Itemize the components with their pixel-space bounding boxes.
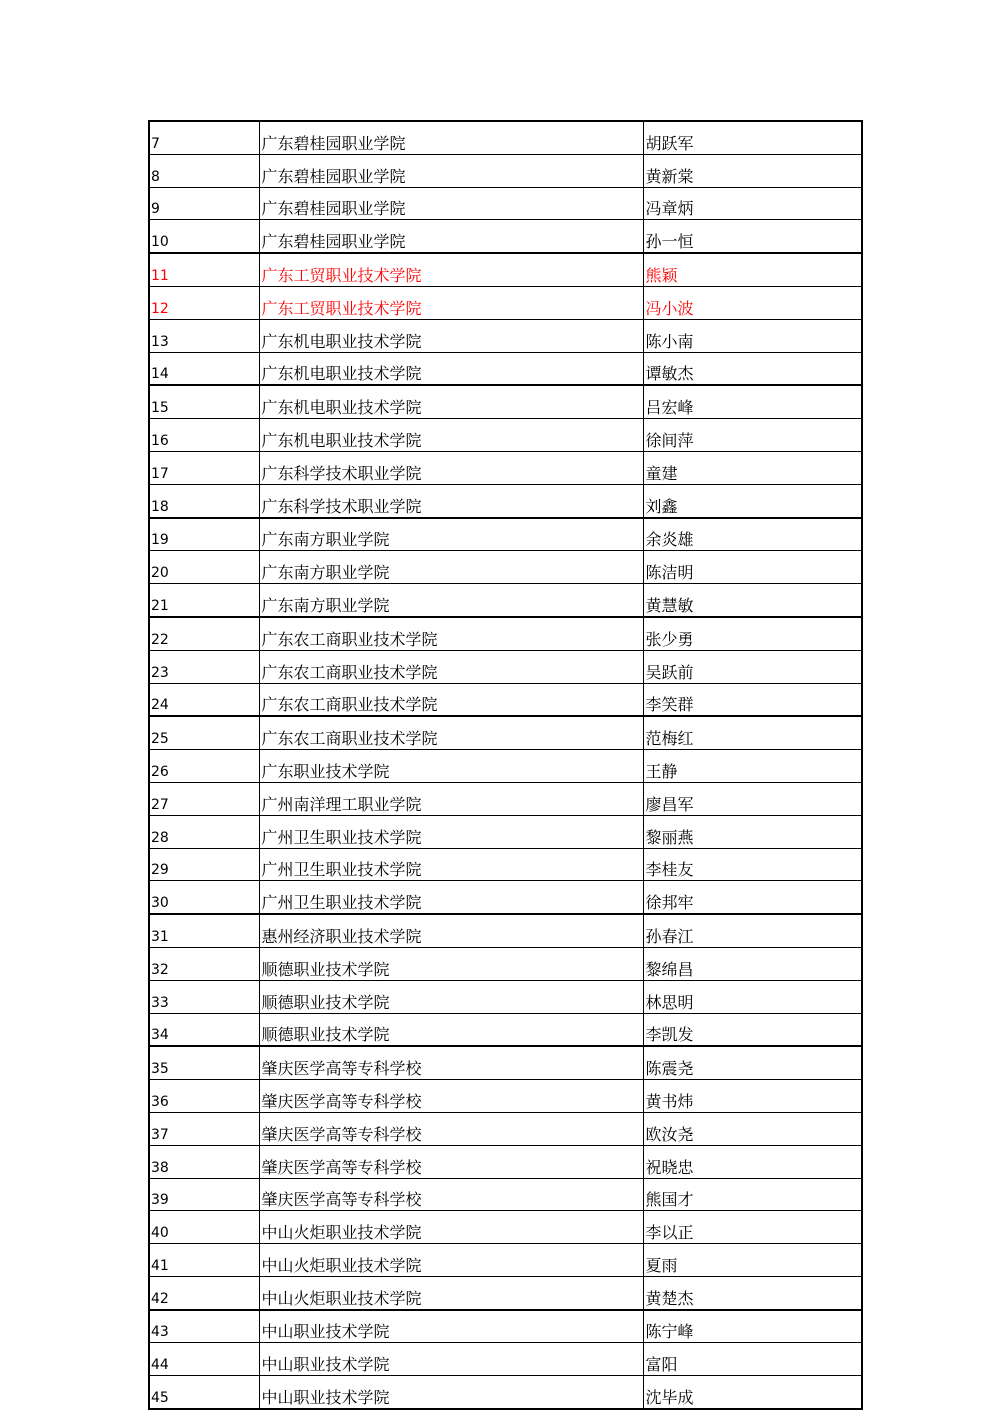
school-name-cell: 广东工贸职业技术学院 <box>259 253 643 286</box>
table-row <box>149 584 862 617</box>
row-number-cell: 9 <box>149 187 259 220</box>
school-name-cell: 肇庆医学高等专科学校 <box>259 1145 643 1178</box>
table-row <box>149 848 862 881</box>
school-name-cell: 广东碧桂园职业学院 <box>259 154 643 187</box>
row-number-cell: 20 <box>149 551 259 584</box>
row-number-cell: 23 <box>149 650 259 683</box>
row-number-cell: 27 <box>149 782 259 815</box>
person-name-cell: 孙春江 <box>643 914 862 947</box>
table-row <box>149 286 862 319</box>
table-row <box>149 782 862 815</box>
row-number-cell: 7 <box>149 121 259 154</box>
table-row <box>149 1276 862 1309</box>
table-row <box>149 319 862 352</box>
table-row <box>149 154 862 187</box>
school-name-cell: 广州卫生职业技术学院 <box>259 848 643 881</box>
table-row <box>149 484 862 517</box>
person-name-cell: 孙一恒 <box>643 220 862 253</box>
school-name-cell: 广东农工商职业技术学院 <box>259 683 643 716</box>
person-name-cell: 黄楚杰 <box>643 1276 862 1309</box>
person-name-cell: 黄慧敏 <box>643 584 862 617</box>
person-name-cell: 张少勇 <box>643 617 862 650</box>
row-number-cell: 29 <box>149 848 259 881</box>
row-number-cell: 22 <box>149 617 259 650</box>
row-number-cell: 21 <box>149 584 259 617</box>
school-name-cell: 广东农工商职业技术学院 <box>259 716 643 749</box>
table-row <box>149 947 862 980</box>
person-name-cell: 陈震尧 <box>643 1046 862 1079</box>
school-name-cell: 广州南洋理工职业学院 <box>259 782 643 815</box>
table-row <box>149 980 862 1013</box>
person-name-cell: 陈宁峰 <box>643 1310 862 1343</box>
row-number-cell: 24 <box>149 683 259 716</box>
school-name-cell: 广东机电职业技术学院 <box>259 319 643 352</box>
school-name-cell: 中山火炬职业技术学院 <box>259 1211 643 1244</box>
person-name-cell: 刘鑫 <box>643 484 862 517</box>
school-name-cell: 广东南方职业学院 <box>259 518 643 551</box>
school-name-cell: 顺德职业技术学院 <box>259 1013 643 1046</box>
school-name-cell: 广东农工商职业技术学院 <box>259 650 643 683</box>
school-name-cell: 广东碧桂园职业学院 <box>259 187 643 220</box>
table-row <box>149 352 862 385</box>
person-name-cell: 陈小南 <box>643 319 862 352</box>
table-row <box>149 1178 862 1211</box>
person-name-cell: 陈洁明 <box>643 551 862 584</box>
person-name-cell: 谭敏杰 <box>643 352 862 385</box>
school-name-cell: 肇庆医学高等专科学校 <box>259 1046 643 1079</box>
row-number-cell: 37 <box>149 1112 259 1145</box>
school-name-cell: 广东南方职业学院 <box>259 584 643 617</box>
person-name-cell: 童建 <box>643 451 862 484</box>
row-number-cell: 35 <box>149 1046 259 1079</box>
person-name-cell: 廖昌军 <box>643 782 862 815</box>
row-number-cell: 19 <box>149 518 259 551</box>
school-name-cell: 广州卫生职业技术学院 <box>259 815 643 848</box>
person-name-cell: 余炎雄 <box>643 518 862 551</box>
table-row <box>149 551 862 584</box>
row-number-cell: 43 <box>149 1310 259 1343</box>
school-name-cell: 肇庆医学高等专科学校 <box>259 1112 643 1145</box>
person-name-cell: 王静 <box>643 750 862 783</box>
school-name-cell: 广东科学技术职业学院 <box>259 451 643 484</box>
person-name-cell: 黄书炜 <box>643 1080 862 1113</box>
table-row <box>149 385 862 418</box>
row-number-cell: 14 <box>149 352 259 385</box>
table-row <box>149 518 862 551</box>
person-name-cell: 林思明 <box>643 980 862 1013</box>
table-row <box>149 881 862 914</box>
person-name-cell: 黎丽燕 <box>643 815 862 848</box>
table-row <box>149 1145 862 1178</box>
row-number-cell: 28 <box>149 815 259 848</box>
row-number-cell: 34 <box>149 1013 259 1046</box>
table-row <box>149 1013 862 1046</box>
school-name-cell: 广东机电职业技术学院 <box>259 385 643 418</box>
row-number-cell: 32 <box>149 947 259 980</box>
row-number-cell: 25 <box>149 716 259 749</box>
school-name-cell: 中山职业技术学院 <box>259 1310 643 1343</box>
school-name-cell: 肇庆医学高等专科学校 <box>259 1080 643 1113</box>
row-number-cell: 33 <box>149 980 259 1013</box>
person-name-cell: 富阳 <box>643 1343 862 1376</box>
person-name-cell: 祝晓忠 <box>643 1145 862 1178</box>
person-name-cell: 熊颖 <box>643 253 862 286</box>
table-row <box>149 914 862 947</box>
row-number-cell: 18 <box>149 484 259 517</box>
person-name-cell: 吴跃前 <box>643 650 862 683</box>
row-number-cell: 30 <box>149 881 259 914</box>
person-name-cell: 熊国才 <box>643 1178 862 1211</box>
school-name-cell: 顺德职业技术学院 <box>259 947 643 980</box>
school-name-cell: 广东职业技术学院 <box>259 750 643 783</box>
row-number-cell: 10 <box>149 220 259 253</box>
school-name-cell: 中山职业技术学院 <box>259 1376 643 1409</box>
school-name-cell: 广东机电职业技术学院 <box>259 352 643 385</box>
row-number-cell: 26 <box>149 750 259 783</box>
row-number-cell: 36 <box>149 1080 259 1113</box>
roster-table <box>148 120 863 1410</box>
school-name-cell: 广东机电职业技术学院 <box>259 419 643 452</box>
table-row <box>149 815 862 848</box>
row-number-cell: 16 <box>149 419 259 452</box>
row-number-cell: 8 <box>149 154 259 187</box>
table-row <box>149 716 862 749</box>
person-name-cell: 徐邦牢 <box>643 881 862 914</box>
table-row <box>149 683 862 716</box>
table-row <box>149 1376 862 1409</box>
person-name-cell: 李凯发 <box>643 1013 862 1046</box>
row-number-cell: 12 <box>149 286 259 319</box>
row-number-cell: 11 <box>149 253 259 286</box>
person-name-cell: 胡跃军 <box>643 121 862 154</box>
person-name-cell: 夏雨 <box>643 1244 862 1277</box>
school-name-cell: 肇庆医学高等专科学校 <box>259 1178 643 1211</box>
school-name-cell: 广东碧桂园职业学院 <box>259 121 643 154</box>
school-name-cell: 广东农工商职业技术学院 <box>259 617 643 650</box>
person-name-cell: 黎绵昌 <box>643 947 862 980</box>
table-row <box>149 750 862 783</box>
school-name-cell: 广州卫生职业技术学院 <box>259 881 643 914</box>
person-name-cell: 李笑群 <box>643 683 862 716</box>
table-row <box>149 1244 862 1277</box>
row-number-cell: 42 <box>149 1276 259 1309</box>
school-name-cell: 惠州经济职业技术学院 <box>259 914 643 947</box>
table-row <box>149 121 862 154</box>
table-row <box>149 1112 862 1145</box>
school-name-cell: 中山火炬职业技术学院 <box>259 1244 643 1277</box>
person-name-cell: 冯章炳 <box>643 187 862 220</box>
person-name-cell: 吕宏峰 <box>643 385 862 418</box>
school-name-cell: 顺德职业技术学院 <box>259 980 643 1013</box>
table-row <box>149 419 862 452</box>
school-name-cell: 中山职业技术学院 <box>259 1343 643 1376</box>
person-name-cell: 李桂友 <box>643 848 862 881</box>
school-name-cell: 广东碧桂园职业学院 <box>259 220 643 253</box>
row-number-cell: 13 <box>149 319 259 352</box>
row-number-cell: 41 <box>149 1244 259 1277</box>
table-row <box>149 220 862 253</box>
school-name-cell: 中山火炬职业技术学院 <box>259 1276 643 1309</box>
table-row <box>149 1343 862 1376</box>
person-name-cell: 范梅红 <box>643 716 862 749</box>
table-row <box>149 650 862 683</box>
roster-table-body <box>149 121 862 1409</box>
person-name-cell: 欧汝尧 <box>643 1112 862 1145</box>
person-name-cell: 冯小波 <box>643 286 862 319</box>
school-name-cell: 广东科学技术职业学院 <box>259 484 643 517</box>
table-row <box>149 451 862 484</box>
person-name-cell: 李以正 <box>643 1211 862 1244</box>
row-number-cell: 39 <box>149 1178 259 1211</box>
row-number-cell: 31 <box>149 914 259 947</box>
table-row <box>149 1310 862 1343</box>
row-number-cell: 40 <box>149 1211 259 1244</box>
table-row <box>149 617 862 650</box>
school-name-cell: 广东南方职业学院 <box>259 551 643 584</box>
table-row <box>149 1211 862 1244</box>
table-row <box>149 1080 862 1113</box>
row-number-cell: 15 <box>149 385 259 418</box>
row-number-cell: 45 <box>149 1376 259 1409</box>
table-row <box>149 253 862 286</box>
row-number-cell: 17 <box>149 451 259 484</box>
table-row <box>149 187 862 220</box>
row-number-cell: 44 <box>149 1343 259 1376</box>
table-row <box>149 1046 862 1079</box>
person-name-cell: 沈毕成 <box>643 1376 862 1409</box>
person-name-cell: 黄新棠 <box>643 154 862 187</box>
person-name-cell: 徐间萍 <box>643 419 862 452</box>
school-name-cell: 广东工贸职业技术学院 <box>259 286 643 319</box>
row-number-cell: 38 <box>149 1145 259 1178</box>
